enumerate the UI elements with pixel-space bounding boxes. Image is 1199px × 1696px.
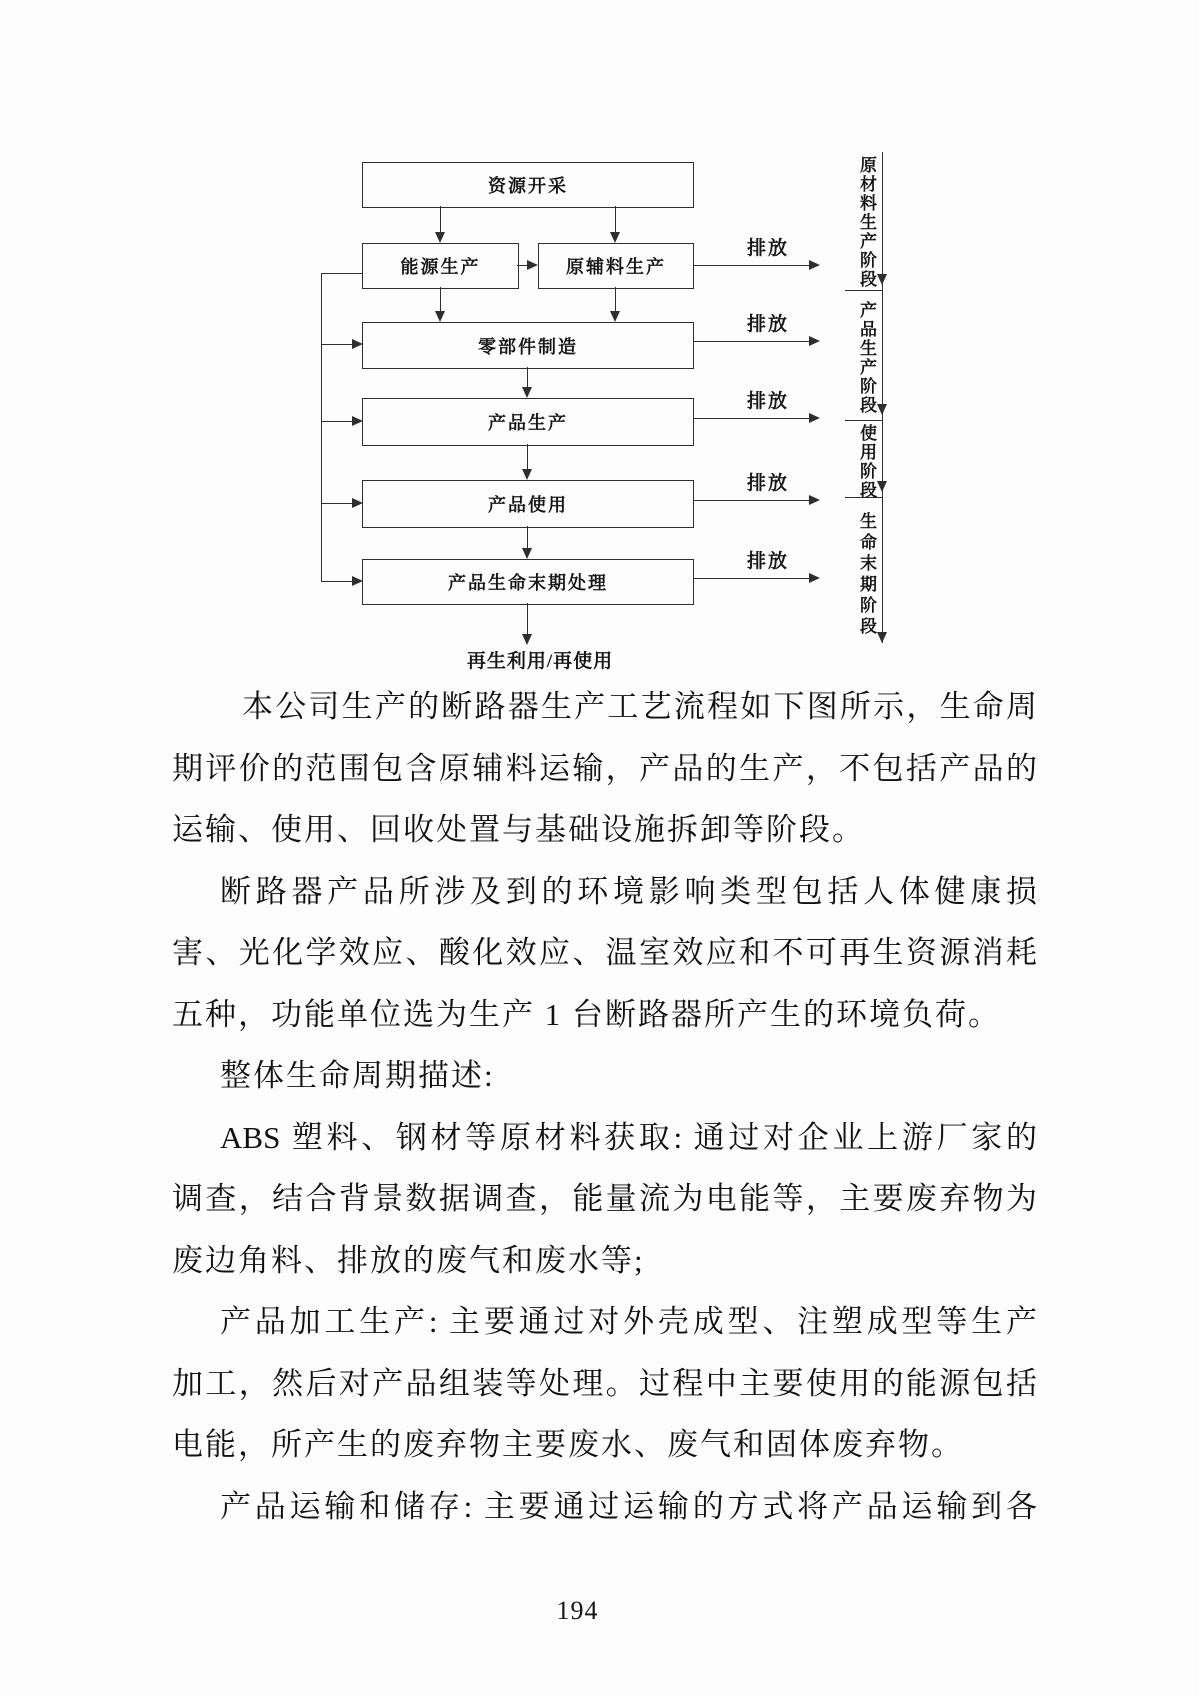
feedback-arrow-head [352,498,363,508]
feedback-line [321,273,363,274]
stage-label-product-production: 产品生产阶段 [857,301,876,415]
body-line: ABS 塑料、钢材等原材料获取: 通过对企业上游厂家的 [220,1119,1037,1155]
body-line: 电能，所产生的废弃物主要废水、废气和固体废弃物。 [172,1427,964,1462]
flow-arrow-head [527,260,538,270]
flowchart-box-energy-production: 能源生产 [362,243,519,289]
body-line: 害、光化学效应、酸化效应、温室效应和不可再生资源消耗 [172,935,1037,970]
flowchart-box-parts-manufacturing: 零部件制造 [362,322,694,369]
emission-arrow-head [809,336,820,346]
flow-arrow-head [522,387,532,398]
body-line: 产品运输和储存: 主要通过运输的方式将产品运输到各 [220,1488,1037,1524]
flow-arrow-line [615,206,616,232]
feedback-branch-line [321,581,353,582]
flowchart-box-raw-material-production: 原辅料生产 [538,243,694,289]
stage-divider [845,420,883,421]
flow-arrow-head [522,634,532,645]
flow-arrow-line [527,526,528,548]
body-text [172,676,1037,1537]
feedback-arrow-head [352,339,363,349]
feedback-branch-line [321,503,353,504]
emission-label: 排放 [746,551,789,572]
emission-arrow-head [809,495,820,505]
emission-arrow-line [693,578,810,579]
flowchart-box-product-use: 产品使用 [362,480,694,528]
body-line: 整体生命周期描述: [220,1058,495,1093]
body-line: 五种，功能单位选为生产 1 台断路器所产生的环境负荷。 [172,996,1001,1032]
recycle-reuse-label: 再生利用/再使用 [466,651,614,672]
emission-arrow-head [809,573,820,583]
flow-arrow-head [522,469,532,480]
flowchart-box-end-of-life-treatment: 产品生命末期处理 [362,559,694,605]
emission-arrow-head [809,260,820,270]
flow-arrow-line [440,206,441,232]
body-line: 加工，然后对产品组装等处理。过程中主要使用的能源包括 [172,1365,1037,1401]
emission-label: 排放 [746,314,789,335]
stage-label-raw-material-production: 原材料生产阶段 [857,156,876,289]
flow-arrow-head [435,311,445,322]
body-line: 断路器产品所涉及到的环境影响类型包括人体健康损 [220,873,1037,909]
flow-arrow-head [610,232,620,243]
emission-label: 排放 [746,391,789,412]
stage-divider [845,290,883,291]
feedback-branch-line [321,344,353,345]
stage-label-end-of-life: 生命末期阶段 [857,512,876,638]
emission-arrow-line [693,341,810,342]
flowchart-box-resource-extraction: 资源开采 [362,162,694,208]
emission-arrow-line [693,500,810,501]
feedback-line [321,273,322,582]
feedback-arrow-head [352,416,363,426]
flow-arrow-head [435,232,445,243]
feedback-arrow-head [352,576,363,586]
emission-label: 排放 [746,473,789,494]
flow-arrow-head [522,548,532,559]
stage-label-use: 使用阶段 [857,424,876,500]
body-line: 产品加工生产: 主要通过对外壳成型、注塑成型等生产 [220,1304,1037,1339]
body-line: 本公司生产的断路器生产工艺流程如下图所示，生命周 [242,689,1037,724]
body-line: 期评价的范围包含原辅料运输，产品的生产，不包括产品的 [172,750,1037,786]
flow-arrow-line [527,603,528,634]
page-number: 194 [556,1596,599,1625]
emission-label: 排放 [746,238,789,259]
emission-arrow-line [693,418,810,419]
flow-arrow-head [610,311,620,322]
flow-arrow-line [527,367,528,387]
flow-arrow-line [440,287,441,311]
body-line: 废边角料、排放的废气和废水等; [172,1242,645,1278]
feedback-branch-line [321,421,353,422]
emission-arrow-line [693,265,810,266]
flow-arrow-line [615,287,616,311]
body-line: 调查，结合背景数据调查，能量流为电能等，主要废弃物为 [172,1181,1037,1216]
flow-arrow-line [527,444,528,469]
flowchart-box-product-production: 产品生产 [362,398,694,446]
emission-arrow-head [809,413,820,423]
body-line: 运输、使用、回收处置与基础设施拆卸等阶段。 [172,812,865,847]
